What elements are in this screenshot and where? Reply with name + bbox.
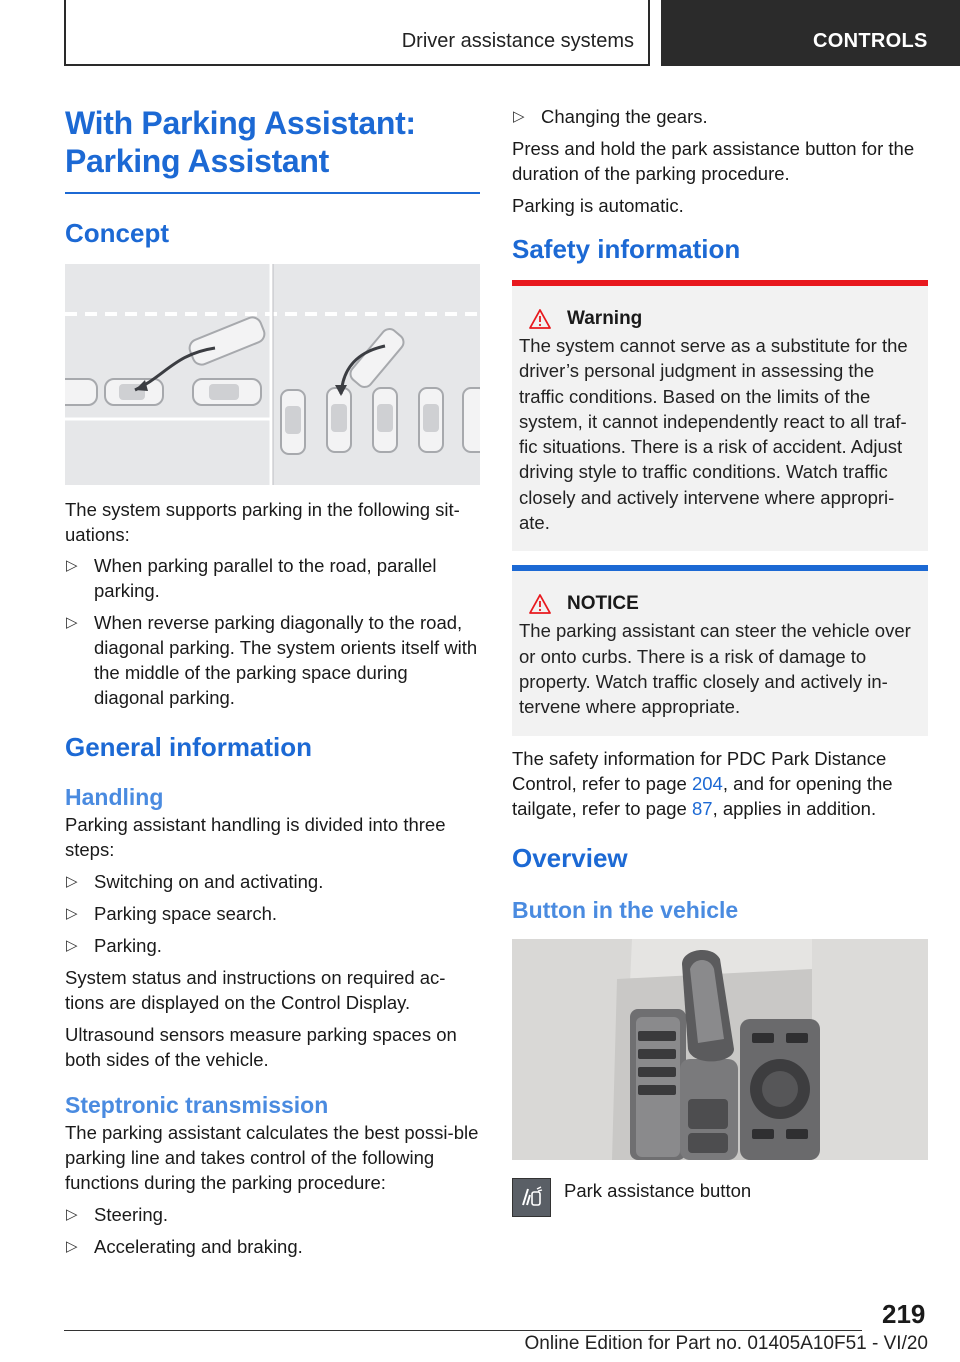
concept-list bbox=[65, 553, 480, 710]
gears-list bbox=[512, 104, 928, 129]
vehicle-console-photo bbox=[512, 939, 928, 1160]
notice-label: NOTICE bbox=[567, 593, 639, 615]
right-column bbox=[512, 104, 928, 1217]
legend bbox=[512, 1178, 928, 1217]
warning-text: The system cannot serve as a substitute for the driver’s personal judgment in assessing the traffic conditions. Based on the limits of the system, it cannot independently react to all traf-fic situations. There is a risk of accident. Adjust driving style to traffic conditions. Watch traffic closely and actively intervene where appropri-ate. bbox=[519, 335, 908, 534]
notice-box bbox=[512, 565, 928, 735]
header-section-title: Driver assistance systems bbox=[401, 30, 634, 52]
safety-heading: Safety information bbox=[512, 234, 741, 264]
list-item: ▷ When parking parallel to the road, parallel parking. bbox=[65, 553, 480, 603]
button-heading: Button in the vehicle bbox=[512, 896, 739, 923]
list-item: ▷ Parking space search. bbox=[65, 901, 480, 926]
general-heading: General information bbox=[65, 732, 313, 762]
header-chapter-title: CONTROLS bbox=[813, 30, 928, 52]
steptronic-text: The parking assistant calculates the best possi-ble parking line and takes control of the following functions during the parking procedure: bbox=[65, 1122, 479, 1193]
list-item: ▷ When reverse parking diagonally to the road, diagonal parking. The system orients itself with the middle of the parking space during diagonal parking. bbox=[65, 610, 480, 710]
page-title: With Parking Assistant: Parking Assistant bbox=[65, 104, 480, 194]
list-item: ▷ Switching on and activating. bbox=[65, 869, 480, 894]
notice-text: The parking assistant can steer the vehicle over or onto curbs. There is a risk of damage to property. Watch traffic closely and actively in-tervene where appropriate. bbox=[519, 620, 911, 718]
list-item: ▷ Steering. bbox=[65, 1202, 480, 1227]
list-item: ▷ Parking. bbox=[65, 933, 480, 958]
handling-list bbox=[65, 869, 480, 958]
header-chapter-box bbox=[661, 0, 960, 66]
concept-intro: The system supports parking in the following sit-uations: bbox=[65, 499, 460, 545]
steptronic-heading: Steptronic transmission bbox=[65, 1092, 329, 1118]
status-text: System status and instructions on required ac-tions are displayed on the Control Display. bbox=[65, 967, 446, 1013]
warning-triangle-icon bbox=[529, 309, 551, 329]
list-item: ▷ Accelerating and braking. bbox=[65, 1234, 480, 1259]
header-section-box bbox=[64, 0, 650, 66]
notice-triangle-icon bbox=[529, 594, 551, 614]
auto-text: Parking is automatic. bbox=[512, 195, 684, 216]
ultrasound-text: Ultrasound sensors measure parking spaces on both sides of the vehicle. bbox=[65, 1024, 457, 1070]
footer-divider bbox=[64, 1330, 862, 1331]
page-link-87[interactable]: 87 bbox=[691, 797, 713, 819]
warning-label: Warning bbox=[567, 308, 643, 329]
refer-text: The safety information for PDC Park Distance Control, refer to page 204, and for opening the tailgate, refer to page 87, applies in addition. bbox=[512, 747, 893, 819]
warning-box bbox=[512, 280, 928, 551]
handling-text: Parking assistant handling is divided into three steps: bbox=[65, 814, 446, 860]
legend-text: Park assistance button bbox=[564, 1179, 752, 1201]
press-text: Press and hold the park assistance button for the duration of the parking procedure. bbox=[512, 138, 915, 184]
footer-edition: Online Edition for Part no. 01405A10F51 - VI/20 bbox=[524, 1333, 928, 1354]
concept-heading: Concept bbox=[65, 218, 169, 248]
list-item: ▷ Changing the gears. bbox=[512, 104, 928, 129]
page-link-204[interactable]: 204 bbox=[691, 772, 723, 794]
parking-illustration bbox=[65, 264, 480, 485]
park-assist-button-icon bbox=[512, 1178, 551, 1217]
handling-heading: Handling bbox=[65, 784, 164, 810]
page-number: 219 bbox=[882, 1299, 926, 1329]
steptronic-list bbox=[65, 1202, 480, 1259]
left-column bbox=[65, 104, 480, 1259]
overview-heading: Overview bbox=[512, 842, 628, 873]
